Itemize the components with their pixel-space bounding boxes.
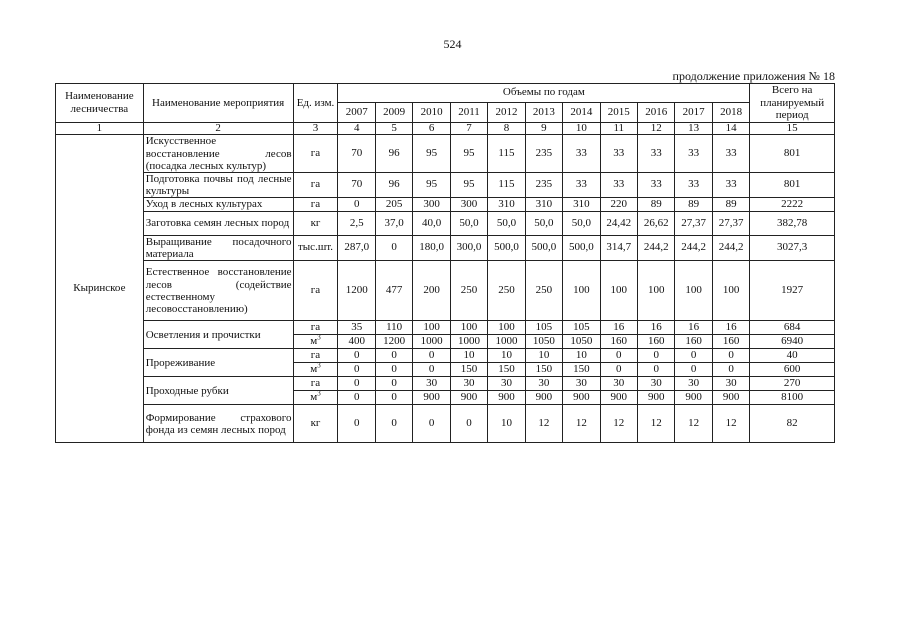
unit-cell [293,172,338,197]
column-number: 6 [413,122,450,135]
year-value-cell: 100 [712,261,749,321]
table-row [56,405,835,443]
year-value-cell: 0 [600,349,637,363]
forest-activities-table [55,83,835,443]
year-value-cell: 100 [637,261,674,321]
year-value-cell: 30 [563,377,600,391]
year-value-cell: 30 [450,377,487,391]
unit-text: м [310,362,318,375]
column-number: 12 [637,122,674,135]
year-value-cell: 244,2 [712,235,749,260]
year-value-cell: 0 [375,235,412,260]
year-value-cell: 1200 [338,261,375,321]
year-value-cell: 16 [712,321,749,335]
total-cell: 801 [750,172,835,197]
year-value-cell: 900 [525,391,562,405]
header-year: 2018 [712,103,749,122]
column-number: 4 [338,122,375,135]
year-value-cell: 250 [450,261,487,321]
year-value-cell: 35 [338,321,375,335]
year-value-cell: 0 [338,349,375,363]
year-value-cell: 0 [600,363,637,377]
year-value-cell: 0 [338,197,375,211]
year-value-cell: 12 [675,405,712,443]
year-value-cell: 100 [563,261,600,321]
year-value-cell: 89 [675,197,712,211]
activity-name: Осветления и прочистки [143,321,293,349]
unit-cell [293,391,338,405]
year-value-cell: 0 [375,377,412,391]
year-value-cell: 244,2 [675,235,712,260]
year-value-cell: 1000 [413,335,450,349]
unit-cell [293,261,338,321]
year-value-cell: 16 [675,321,712,335]
unit-text: м [310,390,318,403]
year-value-cell: 89 [712,197,749,211]
year-value-cell: 220 [600,197,637,211]
activity-name: Уход в лесных культурах [143,197,293,211]
year-value-cell: 0 [413,363,450,377]
year-value-cell: 160 [712,335,749,349]
year-value-cell: 95 [450,172,487,197]
total-cell: 600 [750,363,835,377]
page-number: 524 [443,37,462,51]
year-value-cell: 287,0 [338,235,375,260]
table-body [56,135,835,443]
table-row [56,197,835,211]
unit-text: га [310,320,321,333]
year-value-cell: 12 [563,405,600,443]
year-value-cell: 95 [450,135,487,172]
unit-text: га [310,178,321,191]
unit-superscript: 3 [317,334,321,342]
year-value-cell: 250 [488,261,525,321]
unit-superscript: 3 [317,362,321,370]
total-cell: 8100 [750,391,835,405]
unit-cell [293,363,338,377]
year-value-cell: 33 [600,172,637,197]
year-value-cell: 30 [600,377,637,391]
year-value-cell: 310 [488,197,525,211]
year-value-cell: 300,0 [450,235,487,260]
unit-cell [293,135,338,172]
header-year: 2011 [450,103,487,122]
unit-cell [293,321,338,335]
year-value-cell: 200 [413,261,450,321]
year-value-cell: 30 [525,377,562,391]
year-value-cell: 180,0 [413,235,450,260]
year-value-cell: 33 [637,172,674,197]
header-forestry: Наименование лесничества [56,84,144,123]
header-total: Всего на планируемый период [750,84,835,123]
column-number: 10 [563,122,600,135]
year-value-cell: 900 [712,391,749,405]
header-year: 2007 [338,103,375,122]
unit-text: га [310,283,321,296]
year-value-cell: 900 [413,391,450,405]
year-value-cell: 33 [675,172,712,197]
forestry-name: Кыринское [56,135,144,443]
year-value-cell: 0 [450,405,487,443]
year-value-cell: 300 [413,197,450,211]
activity-name: Прореживание [143,349,293,377]
year-value-cell: 70 [338,135,375,172]
year-value-cell: 0 [712,363,749,377]
year-value-cell: 0 [375,349,412,363]
unit-text: м [310,334,318,347]
year-value-cell: 1000 [488,335,525,349]
activity-name: Заготовка семян лесных пород [143,211,293,235]
unit-cell [293,211,338,235]
table-row [56,349,835,363]
year-value-cell: 1200 [375,335,412,349]
year-value-cell: 314,7 [600,235,637,260]
year-value-cell: 0 [637,363,674,377]
column-number: 5 [375,122,412,135]
year-value-cell: 0 [712,349,749,363]
unit-text: га [310,197,321,210]
unit-text: га [310,376,321,389]
year-value-cell: 105 [525,321,562,335]
year-value-cell: 250 [525,261,562,321]
header-year: 2015 [600,103,637,122]
column-number: 9 [525,122,562,135]
year-value-cell: 10 [488,405,525,443]
unit-text: га [310,146,321,159]
table-row [56,172,835,197]
year-value-cell: 900 [488,391,525,405]
header-year: 2009 [375,103,412,122]
table-row [56,135,835,172]
year-value-cell: 33 [563,172,600,197]
year-value-cell: 115 [488,172,525,197]
year-value-cell: 50,0 [525,211,562,235]
year-value-cell: 26,62 [637,211,674,235]
year-value-cell: 900 [637,391,674,405]
unit-cell [293,335,338,349]
year-value-cell: 1000 [450,335,487,349]
year-value-cell: 2,5 [338,211,375,235]
total-cell: 3027,3 [750,235,835,260]
total-cell: 270 [750,377,835,391]
year-value-cell: 900 [450,391,487,405]
year-value-cell: 0 [375,391,412,405]
year-value-cell: 10 [450,349,487,363]
total-cell: 1927 [750,261,835,321]
year-value-cell: 10 [525,349,562,363]
year-value-cell: 12 [600,405,637,443]
header-volumes-by-year: Объемы по годам [338,84,750,103]
year-value-cell: 12 [712,405,749,443]
year-value-cell: 205 [375,197,412,211]
year-value-cell: 244,2 [637,235,674,260]
year-value-cell: 160 [600,335,637,349]
year-value-cell: 40,0 [413,211,450,235]
unit-text: кг [310,216,321,229]
year-value-cell: 310 [563,197,600,211]
year-value-cell: 477 [375,261,412,321]
activity-name: Естественное восстановление лесов (содействие естественному лесовосстановлению) [143,261,293,321]
year-value-cell: 500,0 [563,235,600,260]
year-value-cell: 110 [375,321,412,335]
year-value-cell: 33 [600,135,637,172]
year-value-cell: 0 [375,363,412,377]
column-numbers-row [56,122,835,135]
year-value-cell: 37,0 [375,211,412,235]
year-value-cell: 150 [450,363,487,377]
year-value-cell: 0 [338,363,375,377]
year-value-cell: 16 [637,321,674,335]
year-value-cell: 95 [413,135,450,172]
unit-text: тыс.шт. [297,241,334,254]
year-value-cell: 0 [338,405,375,443]
year-value-cell: 105 [563,321,600,335]
year-value-cell: 10 [563,349,600,363]
column-number: 14 [712,122,749,135]
year-value-cell: 30 [712,377,749,391]
year-value-cell: 100 [413,321,450,335]
year-value-cell: 0 [338,391,375,405]
unit-text: га [310,348,321,361]
unit-superscript: 3 [317,390,321,398]
table-row [56,235,835,260]
column-number: 11 [600,122,637,135]
year-value-cell: 0 [413,349,450,363]
year-value-cell: 70 [338,172,375,197]
header-activity: Наименование мероприятия [143,84,293,123]
year-value-cell: 12 [525,405,562,443]
unit-cell [293,235,338,260]
total-cell: 684 [750,321,835,335]
year-value-cell: 500,0 [488,235,525,260]
year-value-cell: 30 [488,377,525,391]
year-value-cell: 10 [488,349,525,363]
year-value-cell: 100 [600,261,637,321]
column-number: 13 [675,122,712,135]
activity-name: Подготовка почвы под лесные культуры [143,172,293,197]
year-value-cell: 30 [675,377,712,391]
unit-text: кг [310,416,321,429]
year-value-cell: 50,0 [450,211,487,235]
activity-name: Проходные рубки [143,377,293,405]
unit-cell [293,197,338,211]
table-row [56,377,835,391]
year-value-cell: 900 [600,391,637,405]
year-value-cell: 0 [338,377,375,391]
header-year: 2012 [488,103,525,122]
column-number: 7 [450,122,487,135]
year-value-cell: 100 [450,321,487,335]
unit-cell [293,349,338,363]
year-value-cell: 33 [712,172,749,197]
column-number: 2 [143,122,293,135]
year-value-cell: 150 [488,363,525,377]
header-year: 2016 [637,103,674,122]
table-row [56,211,835,235]
header-year: 2014 [563,103,600,122]
year-value-cell: 300 [450,197,487,211]
total-cell: 6940 [750,335,835,349]
year-value-cell: 150 [525,363,562,377]
table-row [56,261,835,321]
total-cell: 2222 [750,197,835,211]
year-value-cell: 96 [375,172,412,197]
year-value-cell: 95 [413,172,450,197]
year-value-cell: 12 [637,405,674,443]
year-value-cell: 1050 [525,335,562,349]
year-value-cell: 27,37 [712,211,749,235]
year-value-cell: 310 [525,197,562,211]
year-value-cell: 24,42 [600,211,637,235]
year-value-cell: 400 [338,335,375,349]
year-value-cell: 16 [600,321,637,335]
year-value-cell: 50,0 [563,211,600,235]
year-value-cell: 100 [675,261,712,321]
activity-name: Выращивание посадочного материала [143,235,293,260]
year-value-cell: 33 [563,135,600,172]
year-value-cell: 27,37 [675,211,712,235]
year-value-cell: 96 [375,135,412,172]
year-value-cell: 500,0 [525,235,562,260]
header-unit: Ед. изм. [293,84,338,123]
total-cell: 801 [750,135,835,172]
column-number: 3 [293,122,338,135]
total-cell: 82 [750,405,835,443]
year-value-cell: 89 [637,197,674,211]
column-number: 1 [56,122,144,135]
total-cell: 382,78 [750,211,835,235]
year-value-cell: 115 [488,135,525,172]
header-year: 2010 [413,103,450,122]
year-value-cell: 0 [413,405,450,443]
year-value-cell: 30 [637,377,674,391]
year-value-cell: 160 [675,335,712,349]
appendix-continuation-note: продолжение приложения № 18 [672,69,835,83]
activity-name: Искусственное восстановление лесов (посадка лесных культур) [143,135,293,172]
year-value-cell: 0 [675,363,712,377]
column-number: 15 [750,122,835,135]
year-value-cell: 235 [525,135,562,172]
year-value-cell: 100 [488,321,525,335]
year-value-cell: 160 [637,335,674,349]
year-value-cell: 900 [563,391,600,405]
year-value-cell: 0 [675,349,712,363]
year-value-cell: 33 [637,135,674,172]
header-year: 2017 [675,103,712,122]
year-value-cell: 150 [563,363,600,377]
year-value-cell: 50,0 [488,211,525,235]
activity-name: Формирование страхового фонда из семян лесных пород [143,405,293,443]
year-value-cell: 235 [525,172,562,197]
total-cell: 40 [750,349,835,363]
unit-cell [293,405,338,443]
year-value-cell: 0 [375,405,412,443]
year-value-cell: 33 [712,135,749,172]
table-row [56,321,835,335]
year-value-cell: 900 [675,391,712,405]
year-value-cell: 0 [637,349,674,363]
year-value-cell: 33 [675,135,712,172]
header-year: 2013 [525,103,562,122]
year-value-cell: 1050 [563,335,600,349]
year-value-cell: 30 [413,377,450,391]
unit-cell [293,377,338,391]
column-number: 8 [488,122,525,135]
